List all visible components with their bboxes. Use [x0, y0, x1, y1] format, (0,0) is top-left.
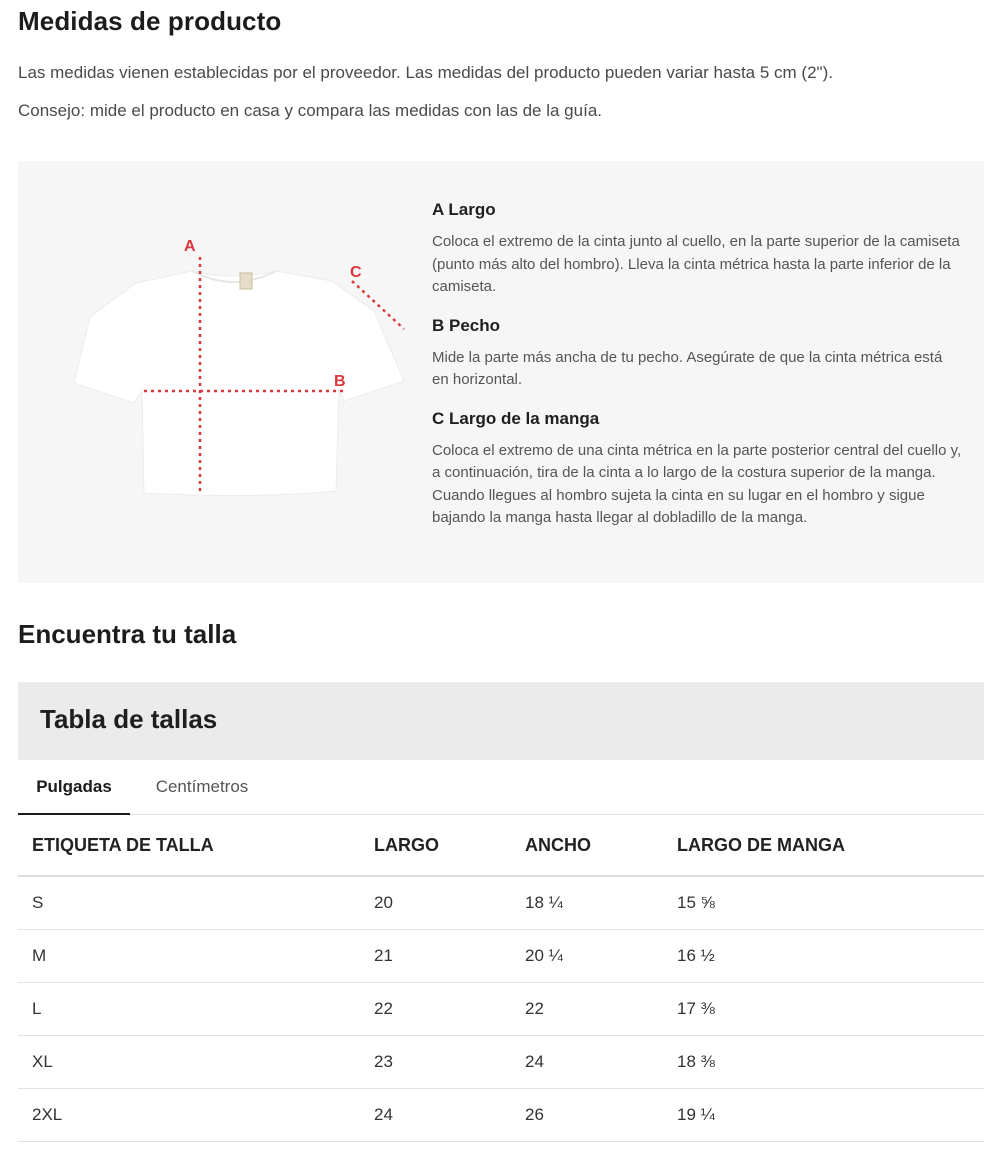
size-table-header	[18, 682, 984, 760]
page-title: Medidas de producto	[18, 6, 282, 36]
tab-pulgadas[interactable]: Pulgadas	[18, 760, 130, 815]
length-cell: 22	[360, 983, 511, 1036]
length-cell: 23	[360, 1036, 511, 1089]
width-cell: 22	[511, 983, 663, 1036]
sleeve-length-cell: 18 ⅜	[663, 1036, 984, 1089]
size-label-cell: XL	[18, 1036, 360, 1089]
measurement-guide-panel	[18, 161, 984, 583]
table-row	[18, 1089, 984, 1142]
size-table	[18, 815, 984, 1142]
size-label-cell: M	[18, 930, 360, 983]
guide-body-pecho: Mide la parte más ancha de tu pecho. Asegúrate de que la cinta métrica está en horizontal.	[432, 348, 943, 388]
marker-b: B	[334, 373, 346, 390]
column-header: LARGO DE MANGA	[663, 815, 984, 876]
sleeve-length-cell: 15 ⅝	[663, 876, 984, 930]
length-cell: 21	[360, 930, 511, 983]
width-cell: 20 ¼	[511, 930, 663, 983]
tshirt-diagram	[54, 231, 414, 511]
guide-body-largo: Coloca el extremo de la cinta junto al cuello, en la parte superior de la camiseta (punto más alto del hombro). Lleva la cinta métrica hasta la parte inferior de la camiseta.	[432, 233, 960, 295]
intro-text: Las medidas vienen establecidas por el proveedor. Las medidas del producto pueden variar hasta 5 cm (2").	[18, 63, 833, 82]
length-cell: 20	[360, 876, 511, 930]
column-header: ANCHO	[511, 815, 663, 876]
guide-heading-largo: A Largo	[432, 200, 496, 219]
tip-text: Consejo: mide el producto en casa y compara las medidas con las de la guía.	[18, 101, 602, 120]
table-row	[18, 876, 984, 930]
column-header: LARGO	[360, 815, 511, 876]
tshirt-shape	[74, 271, 404, 496]
width-cell: 24	[511, 1036, 663, 1089]
guide-heading-pecho: B Pecho	[432, 315, 501, 335]
sleeve-length-cell: 17 ⅜	[663, 983, 984, 1036]
table-row	[18, 930, 984, 983]
table-header-row	[18, 815, 984, 876]
guide-body-manga: Coloca el extremo de una cinta métrica en la parte posterior central del cuello y, a continuación, tira de la cinta a lo largo de la costura superior de la manga. Cuando llegues al hombro sujeta la cinta en su lugar en el hombro y sigue bajando la manga hasta llegar al dobladillo de la manga.	[432, 441, 962, 526]
size-label-cell: L	[18, 983, 360, 1036]
guide-heading-manga: C Largo de la manga	[432, 408, 600, 428]
find-size-title: Encuentra tu talla	[18, 619, 237, 649]
column-header: ETIQUETA DE TALLA	[18, 815, 360, 876]
tab-centimetros[interactable]: Centímetros	[155, 777, 249, 796]
guide-descriptions	[432, 199, 962, 546]
length-cell: 24	[360, 1089, 511, 1142]
marker-c: C	[350, 264, 362, 281]
tshirt-label	[240, 273, 252, 289]
unit-tabs	[18, 760, 984, 815]
width-cell: 18 ¼	[511, 876, 663, 930]
marker-a: A	[184, 238, 196, 255]
size-label-cell: 2XL	[18, 1089, 360, 1142]
table-row	[18, 1036, 984, 1089]
sleeve-length-cell: 16 ½	[663, 930, 984, 983]
sleeve-length-cell: 19 ¼	[663, 1089, 984, 1142]
width-cell: 26	[511, 1089, 663, 1142]
size-label-cell: S	[18, 876, 360, 930]
table-row	[18, 983, 984, 1036]
size-table-title: Tabla de tallas	[40, 704, 218, 734]
